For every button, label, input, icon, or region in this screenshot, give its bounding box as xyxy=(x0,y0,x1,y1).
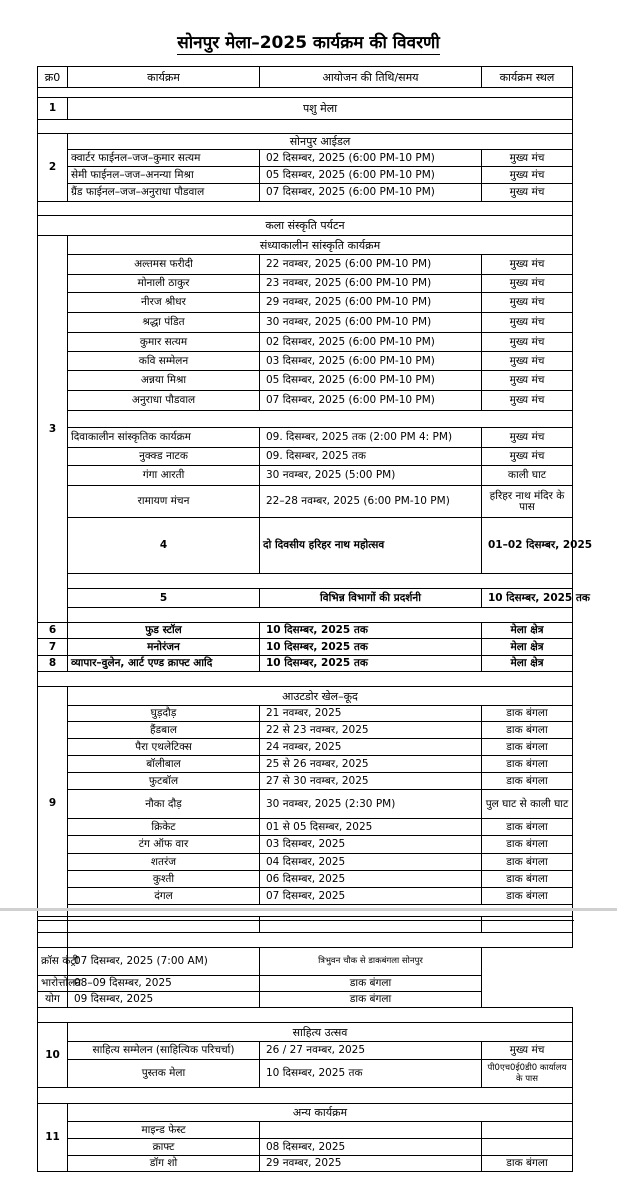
event-venue: पुल घाट से काली घाट xyxy=(482,790,573,819)
table-row xyxy=(38,1104,573,1122)
event-date: 09. दिसम्बर, 2025 तक xyxy=(260,448,482,466)
table-row xyxy=(38,656,573,672)
event-venue: मेला क्षेत्र xyxy=(482,623,573,639)
empty-spacer-cell xyxy=(38,1008,573,1023)
program-name: क्रॉस कंट्री xyxy=(38,948,68,976)
empty-spacer-cell xyxy=(68,574,573,589)
program-name: योग xyxy=(38,992,68,1008)
event-date: 07 दिसम्बर, 2025 (6:00 PM-10 PM) xyxy=(260,184,482,202)
table-row xyxy=(38,836,573,854)
event-date: 22–28 नवम्बर, 2025 (6:00 PM-10 PM) xyxy=(260,486,482,518)
table-row xyxy=(38,819,573,836)
event-venue: मुख्य मंच xyxy=(482,352,573,371)
empty-spacer-cell xyxy=(38,120,573,134)
table-row xyxy=(38,574,573,589)
empty-venue-cell xyxy=(482,917,573,933)
serial-number: 4 xyxy=(68,518,260,574)
event-venue: मुख्य मंच xyxy=(482,150,573,167)
table-row xyxy=(38,589,573,608)
empty-spacer-cell xyxy=(68,933,573,948)
table-row xyxy=(38,486,573,518)
event-venue: डाक बंगला xyxy=(482,836,573,854)
event-date: 10 दिसम्बर, 2025 तक xyxy=(260,623,482,639)
section-heading: सोनपुर आईडल xyxy=(68,134,573,150)
header-date: आयोजन की तिथि/समय xyxy=(260,67,482,88)
table-row xyxy=(38,466,573,486)
event-date: 10 दिसम्बर, 2025 तक xyxy=(260,656,482,672)
program-name: अन्नया मिश्रा xyxy=(68,371,260,391)
table-row xyxy=(38,98,573,120)
page-title xyxy=(0,32,617,54)
table-row xyxy=(38,1060,573,1088)
event-date: 09. दिसम्बर, 2025 तक (2:00 PM 4: PM) xyxy=(260,428,482,448)
event-venue: काली घाट xyxy=(482,466,573,486)
empty-sn-cell xyxy=(38,917,68,933)
event-venue: पी0एच0ई0डी0 कार्यालय के पास xyxy=(482,1060,573,1088)
event-date: 02 दिसम्बर, 2025 (6:00 PM-10 PM) xyxy=(260,333,482,352)
table-row xyxy=(38,756,573,773)
event-date: 01 से 05 दिसम्बर, 2025 xyxy=(260,819,482,836)
event-venue: डाक बंगला xyxy=(482,819,573,836)
section-heading: साहित्य उत्सव xyxy=(68,1023,573,1042)
table-row xyxy=(38,790,573,819)
event-date: 21 नवम्बर, 2025 xyxy=(260,706,482,722)
table-row xyxy=(38,639,573,656)
event-venue: मुख्य मंच xyxy=(482,184,573,202)
program-name: घुड़दौड़ xyxy=(68,706,260,722)
table-row xyxy=(38,448,573,466)
event-date: 05 दिसम्बर, 2025 (6:00 PM-10 PM) xyxy=(260,371,482,391)
event-date: 29 नवम्बर, 2025 xyxy=(260,1156,482,1172)
table-row xyxy=(38,202,573,216)
section-heading: आउटडोर खेल–कूद xyxy=(68,687,573,706)
event-venue: डाक बंगला xyxy=(260,992,482,1008)
table-row xyxy=(38,1042,573,1060)
schedule-table-body-2 xyxy=(38,917,573,1172)
table-row xyxy=(38,391,573,411)
table-row xyxy=(38,1023,573,1042)
event-date: 30 नवम्बर, 2025 (5:00 PM) xyxy=(260,466,482,486)
event-venue: मुख्य मंच xyxy=(482,255,573,275)
program-name: फुटबॉल xyxy=(68,773,260,790)
table-row xyxy=(38,120,573,134)
table-row xyxy=(38,428,573,448)
program-name: मनोरंजन xyxy=(68,639,260,656)
table-row xyxy=(38,134,573,150)
table-row xyxy=(38,1088,573,1104)
table-row xyxy=(38,1008,573,1023)
table-row xyxy=(38,933,573,948)
program-name: सेमी फाईनल–जज–अनन्या मिश्रा xyxy=(68,167,260,184)
serial-number: 3 xyxy=(38,236,68,623)
section-heading: पशु मेला xyxy=(68,98,573,120)
schedule-table-body-1 xyxy=(38,67,593,921)
table-row xyxy=(38,871,573,888)
table-row xyxy=(38,888,573,905)
program-name: ग्रैंड फाईनल–जज–अनुराधा पौडवाल xyxy=(68,184,260,202)
empty-spacer-cell xyxy=(68,411,573,428)
program-name: मोनाली ठाकुर xyxy=(68,275,260,293)
program-name: विभिन्न विभागों की प्रदर्शनी xyxy=(260,589,482,608)
table-row xyxy=(38,608,573,623)
event-date: 24 नवम्बर, 2025 xyxy=(260,739,482,756)
table-row xyxy=(38,293,573,313)
empty-spacer-cell xyxy=(38,202,573,216)
event-date: 10 दिसम्बर, 2025 तक xyxy=(260,639,482,656)
page-title-text: सोनपुर मेला–2025 कार्यक्रम की विवरणी xyxy=(177,33,440,53)
event-date: 27 से 30 नवम्बर, 2025 xyxy=(260,773,482,790)
table-row xyxy=(38,739,573,756)
event-venue: मेला क्षेत्र xyxy=(482,639,573,656)
event-venue: मुख्य मंच xyxy=(482,275,573,293)
table-row xyxy=(38,518,573,574)
schedule-table-part-1 xyxy=(37,66,593,921)
event-date: 03 दिसम्बर, 2025 xyxy=(260,836,482,854)
program-name: नुक्क्ड नाटक xyxy=(68,448,260,466)
program-name: पैरा एथलेटिक्स xyxy=(68,739,260,756)
program-name: डॉग शो xyxy=(68,1156,260,1172)
serial-number: 6 xyxy=(38,623,68,639)
program-name: गंगा आरती xyxy=(68,466,260,486)
event-date: 04 दिसम्बर, 2025 xyxy=(260,854,482,871)
event-venue: डाक बंगला xyxy=(482,871,573,888)
event-date: 30 नवम्बर, 2025 (6:00 PM-10 PM) xyxy=(260,313,482,333)
event-date: 26 / 27 नवम्बर, 2025 xyxy=(260,1042,482,1060)
event-venue: त्रिभुवन चौक से डाकबंगला सोनपुर xyxy=(260,948,482,976)
program-name: दो दिवसीय हरिहर नाथ महोत्सव xyxy=(260,518,482,574)
table-row xyxy=(38,1139,573,1156)
table-row xyxy=(38,976,573,992)
serial-number: 1 xyxy=(38,98,68,120)
program-name: क्वार्टर फाईनल–जज–कुमार सत्यम xyxy=(68,150,260,167)
program-name: साहित्य सम्मेलन (साहित्यिक परिचर्चा) xyxy=(68,1042,260,1060)
table-row xyxy=(38,184,573,202)
event-date xyxy=(260,1122,482,1139)
event-venue: मुख्य मंच xyxy=(482,333,573,352)
program-name: कुमार सत्यम xyxy=(68,333,260,352)
program-name: दंगल xyxy=(68,888,260,905)
program-name: बॉलीबाल xyxy=(68,756,260,773)
table-row xyxy=(38,371,573,391)
table-row xyxy=(38,854,573,871)
program-name: हैंडबाल xyxy=(68,722,260,739)
event-date: 03 दिसम्बर, 2025 (6:00 PM-10 PM) xyxy=(260,352,482,371)
table-row xyxy=(38,255,573,275)
table-row xyxy=(38,352,573,371)
serial-number: 8 xyxy=(38,656,68,672)
event-date: 05 दिसम्बर, 2025 (6:00 PM-10 PM) xyxy=(260,167,482,184)
table-row xyxy=(38,917,573,933)
event-venue: मुख्य मंच xyxy=(482,448,573,466)
event-venue: डाक बंगला xyxy=(482,756,573,773)
event-venue: मुख्य मंच xyxy=(482,428,573,448)
event-date: 10 दिसम्बर, 2025 तक xyxy=(482,589,573,608)
event-venue: मुख्य मंच xyxy=(482,313,573,333)
table-row xyxy=(38,150,573,167)
empty-date-cell xyxy=(260,917,482,933)
table-row xyxy=(38,333,573,352)
table-row xyxy=(38,773,573,790)
program-name: नौका दौड़ xyxy=(68,790,260,819)
table-row xyxy=(38,236,573,255)
table-header-row xyxy=(38,67,573,88)
header-venue: कार्यक्रम स्थल xyxy=(482,67,573,88)
event-venue xyxy=(482,1139,573,1156)
program-name: माइन्ड फेस्ट xyxy=(68,1122,260,1139)
empty-spacer-cell xyxy=(38,1088,573,1104)
program-name: दिवाकालीन सांस्कृतिक कार्यक्रम xyxy=(68,428,260,448)
event-venue: मुख्य मंच xyxy=(482,293,573,313)
table-row xyxy=(38,411,573,428)
empty-sn-cell xyxy=(38,933,68,948)
table-row xyxy=(38,623,573,639)
section-heading: संध्याकालीन सांस्कृति कार्यक्रम xyxy=(68,236,573,255)
program-name: क्रिकेट xyxy=(68,819,260,836)
event-venue: डाक बंगला xyxy=(260,976,482,992)
table-row xyxy=(38,687,573,706)
program-name: नीरज श्रीधर xyxy=(68,293,260,313)
event-date: 07 दिसम्बर, 2025 (7:00 AM) xyxy=(68,948,260,976)
program-name: रामायण मंचन xyxy=(68,486,260,518)
table-row xyxy=(38,275,573,293)
event-date: 07 दिसम्बर, 2025 xyxy=(260,888,482,905)
program-name: पुस्तक मेला xyxy=(68,1060,260,1088)
serial-number: 9 xyxy=(38,687,68,921)
event-date: 01–02 दिसम्बर, 2025 xyxy=(482,518,573,574)
serial-number: 2 xyxy=(38,134,68,202)
event-venue: मेला क्षेत्र xyxy=(482,656,573,672)
program-name: कुश्ती xyxy=(68,871,260,888)
event-date: 10 दिसम्बर, 2025 तक xyxy=(260,1060,482,1088)
header-program: कार्यक्रम xyxy=(68,67,260,88)
program-name: व्यापार–वुलेन, आर्ट एण्ड क्राफ्ट आदि xyxy=(68,656,260,672)
program-name: कवि सम्मेलन xyxy=(68,352,260,371)
program-name: टंग ऑफ वार xyxy=(68,836,260,854)
event-venue: डाक बंगला xyxy=(482,706,573,722)
program-name: अल्तमस फरीदी xyxy=(68,255,260,275)
event-date: 23 नवम्बर, 2025 (6:00 PM-10 PM) xyxy=(260,275,482,293)
table-row xyxy=(38,992,573,1008)
program-name: फुड स्टॉल xyxy=(68,623,260,639)
event-venue: मुख्य मंच xyxy=(482,391,573,411)
schedule-table-part-2 xyxy=(37,916,573,1172)
event-date: 09 दिसम्बर, 2025 xyxy=(68,992,260,1008)
serial-number: 10 xyxy=(38,1023,68,1088)
table-row xyxy=(38,88,573,98)
event-date: 29 नवम्बर, 2025 (6:00 PM-10 PM) xyxy=(260,293,482,313)
event-date: 08–09 दिसम्बर, 2025 xyxy=(68,976,260,992)
event-date: 07 दिसम्बर, 2025 (6:00 PM-10 PM) xyxy=(260,391,482,411)
program-name: भारोत्तोलन xyxy=(38,976,68,992)
table-row xyxy=(38,1122,573,1139)
event-venue: डाक बंगला xyxy=(482,888,573,905)
event-venue: डाक बंगला xyxy=(482,1156,573,1172)
event-date: 06 दिसम्बर, 2025 xyxy=(260,871,482,888)
event-date: 30 नवम्बर, 2025 (2:30 PM) xyxy=(260,790,482,819)
event-venue: मुख्य मंच xyxy=(482,371,573,391)
program-name: श्रद्धा पंडित xyxy=(68,313,260,333)
table-row xyxy=(38,313,573,333)
event-venue: मुख्य मंच xyxy=(482,167,573,184)
table-row xyxy=(38,1156,573,1172)
serial-number: 7 xyxy=(38,639,68,656)
table-row xyxy=(38,722,573,739)
header-sn: क्र0 xyxy=(38,67,68,88)
event-venue: डाक बंगला xyxy=(482,854,573,871)
program-name: अनुराधा पौडवाल xyxy=(68,391,260,411)
event-venue: डाक बंगला xyxy=(482,739,573,756)
program-name: क्राफ्ट xyxy=(68,1139,260,1156)
event-date: 22 नवम्बर, 2025 (6:00 PM-10 PM) xyxy=(260,255,482,275)
empty-program-cell xyxy=(68,917,260,933)
event-venue: मुख्य मंच xyxy=(482,1042,573,1060)
empty-spacer-cell xyxy=(68,608,573,623)
serial-number: 11 xyxy=(38,1104,68,1172)
serial-number: 5 xyxy=(68,589,260,608)
section-heading: अन्य कार्यक्रम xyxy=(68,1104,573,1122)
event-venue: डाक बंगला xyxy=(482,773,573,790)
page-break-divider xyxy=(0,908,617,911)
program-name: शतरंज xyxy=(68,854,260,871)
event-date: 08 दिसम्बर, 2025 xyxy=(260,1139,482,1156)
table-row xyxy=(38,706,573,722)
event-date: 25 से 26 नवम्बर, 2025 xyxy=(260,756,482,773)
table-row xyxy=(38,167,573,184)
event-venue xyxy=(482,1122,573,1139)
table-row xyxy=(38,948,573,976)
empty-spacer-cell xyxy=(38,88,573,98)
event-venue: हरिहर नाथ मंदिर के पास xyxy=(482,486,573,518)
section-heading: कला संस्कृति पर्यटन xyxy=(38,216,573,236)
event-date: 22 से 23 नवम्बर, 2025 xyxy=(260,722,482,739)
table-row xyxy=(38,672,573,687)
event-venue: डाक बंगला xyxy=(482,722,573,739)
event-date: 02 दिसम्बर, 2025 (6:00 PM-10 PM) xyxy=(260,150,482,167)
table-row xyxy=(38,216,573,236)
empty-spacer-cell xyxy=(38,672,573,687)
